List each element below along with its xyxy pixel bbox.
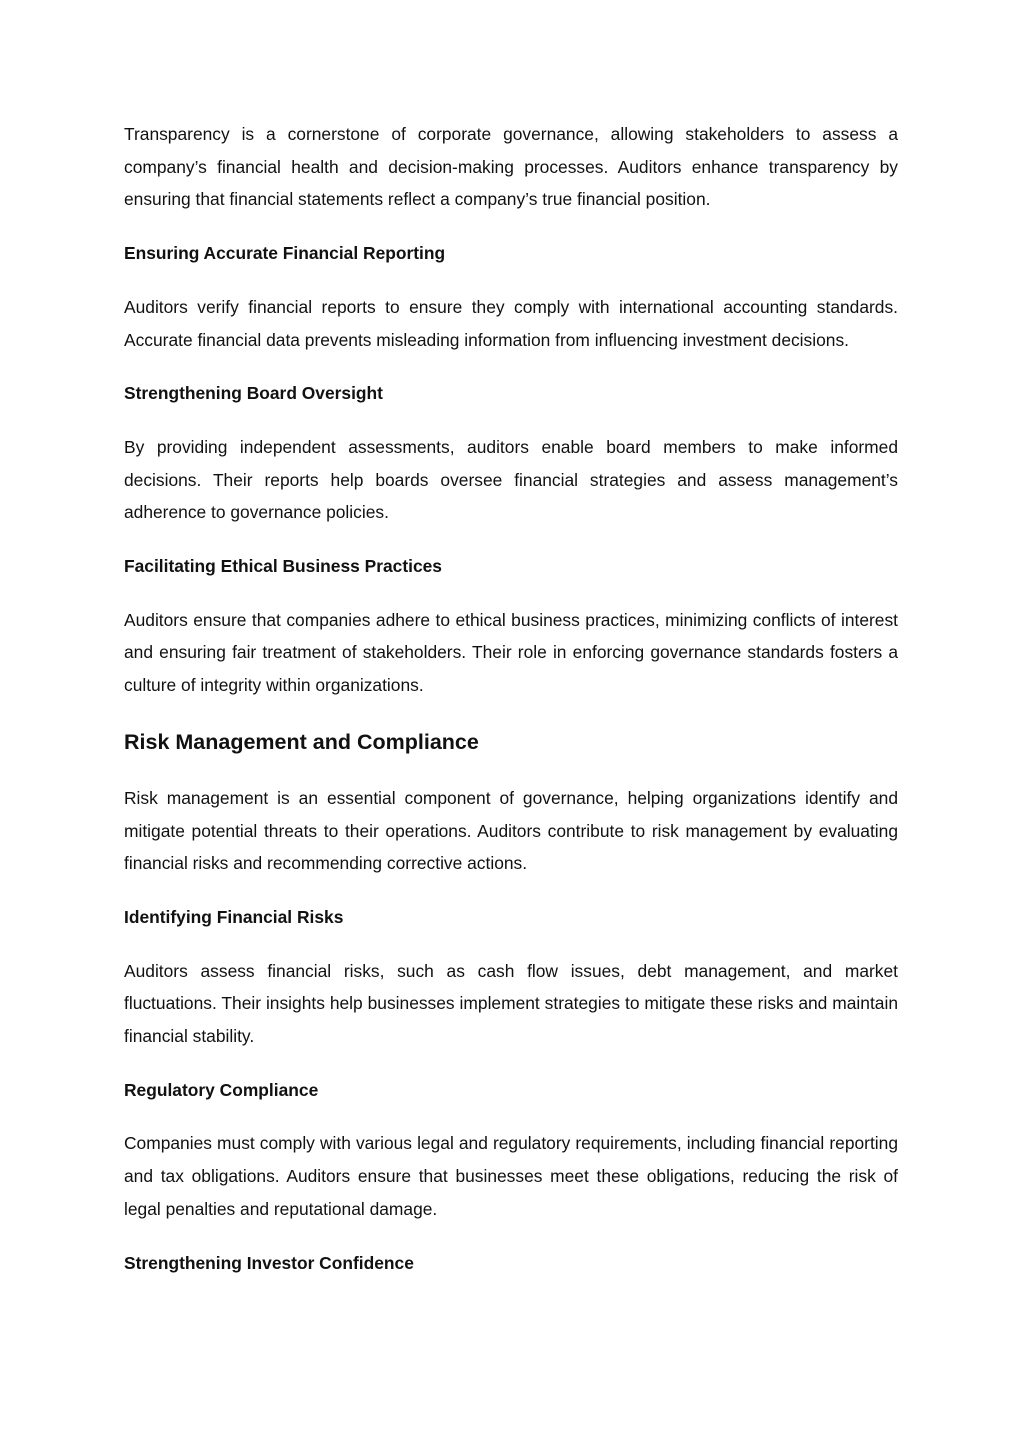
heading-facilitating-ethical-business-practices: Facilitating Ethical Business Practices bbox=[124, 556, 442, 577]
heading-regulatory-compliance: Regulatory Compliance bbox=[124, 1079, 319, 1100]
heading-ensuring-accurate-financial-reporting: Ensuring Accurate Financial Reporting bbox=[124, 243, 446, 264]
paragraph-transparency: Transparency is a cornerstone of corporate governance, allowing stakeholders to assess a company’s financial health and decision-making processes. Auditors enhance transparency by ensuring that financial statements reflect a company’s true financial position. bbox=[124, 124, 898, 210]
heading-strengthening-board-oversight: Strengthening Board Oversight bbox=[124, 383, 383, 404]
paragraph-regulatory-compliance: Companies must comply with various legal and regulatory requirements, including financial reporting and tax obligations. Auditors ensure that businesses meet these obligations, reducing the risk of legal penalties and reputational damage. bbox=[124, 1133, 898, 1219]
paragraph-ethical-practices: Auditors ensure that companies adhere to ethical business practices, minimizing conflicts of interest and ensuring fair treatment of stakeholders. Their role in enforcing governance standards fosters a culture of integrity within organizations. bbox=[124, 609, 898, 696]
paragraph-financial-risks: Auditors assess financial risks, such as cash flow issues, debt management, and market fluctuations. Their insights help businesses implement strategies to mitigate these risks and maintain financial stability. bbox=[124, 960, 898, 1047]
heading-identifying-financial-risks: Identifying Financial Risks bbox=[124, 906, 344, 927]
paragraph-risk-management: Risk management is an essential component of governance, helping organizations identify and mitigate potential threats to their operations. Auditors contribute to risk management by evaluating financial risks and recommending corrective actions. bbox=[124, 787, 898, 874]
paragraph-board-oversight: By providing independent assessments, auditors enable board members to make informed decisions. Their reports help boards oversee financial strategies and assess management’s adherence to governance policies. bbox=[124, 436, 898, 523]
paragraph-financial-reporting: Auditors verify financial reports to ensure they comply with international accounting standards. Accurate financial data prevents misleading information from influencing investment decisions. bbox=[124, 296, 898, 350]
document-page bbox=[124, 118, 898, 1300]
heading-risk-management-and-compliance: Risk Management and Compliance bbox=[124, 729, 479, 754]
heading-strengthening-investor-confidence: Strengthening Investor Confidence bbox=[124, 1252, 414, 1273]
